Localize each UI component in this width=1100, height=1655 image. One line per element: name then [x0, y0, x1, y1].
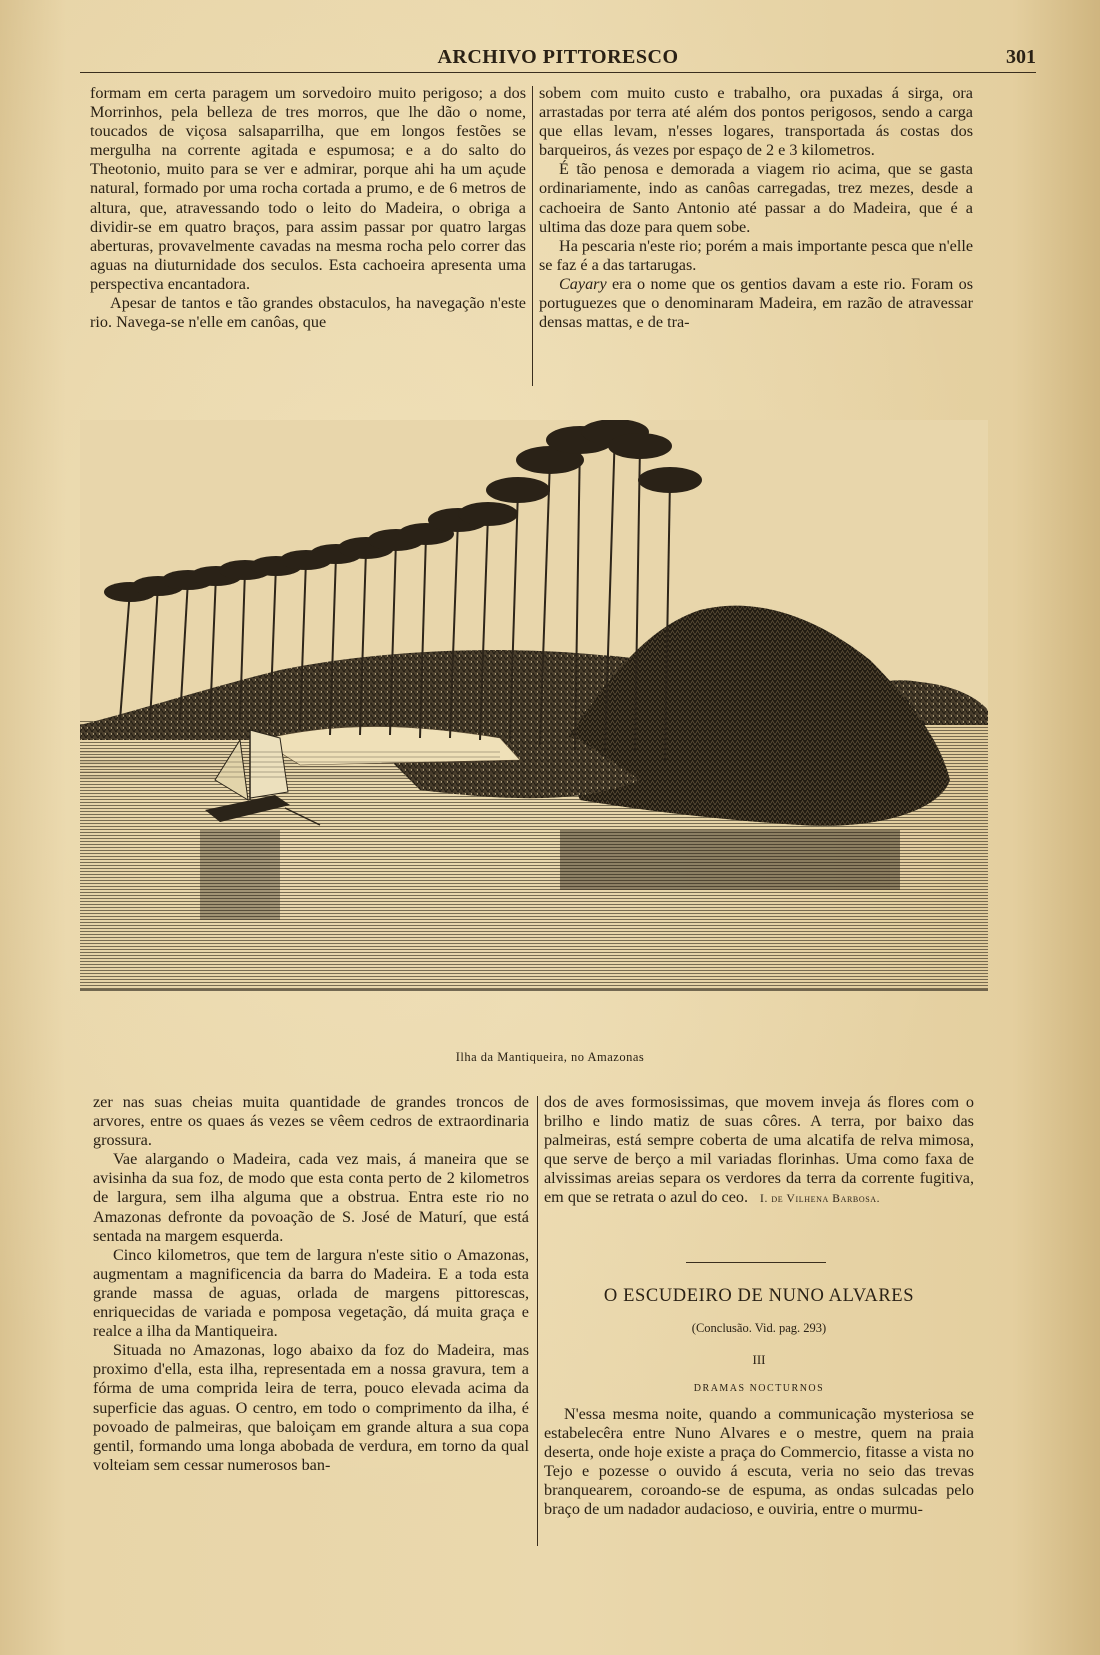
section-divider: [686, 1262, 826, 1263]
running-title: ARCHIVO PITTORESCO: [437, 46, 679, 68]
running-header: [80, 42, 1036, 73]
bottom-right-column: [544, 1093, 974, 1210]
chapter-title: DRAMAS NOCTURNOS: [693, 1383, 825, 1394]
paragraph: N'essa mesma noite, quando a communicação mysteriosa se estabelecêra entre Nuno Alvares e o mestre, quem na praia deserta, onde hoje existe a praça do Commercio, fitasse a vista no Tejo e pozesse o ouvido á escuta, veria no seio das trevas branquearem, coroando-se de espuma, as ondas sulcadas pelo braço de um nadador audacioso, e ouviria, entre o murmu-: [544, 1405, 974, 1519]
article-title: O ESCUDEIRO DE NUNO ALVARES: [603, 1286, 915, 1306]
illustration-caption: Ilha da Mantiqueira, no Amazonas: [455, 1050, 645, 1064]
column-divider: [537, 1096, 538, 1546]
engraving-illustration: [80, 420, 988, 1030]
paragraph: Ha pescaria n'este rio; porém a mais importante pesca que n'elle se faz é a das tartarugas.: [539, 236, 973, 274]
paragraph-text: era o nome que os gentios davam a este rio. Foram os portuguezes que o denominaram Madeira, em razão de atravessar densas mattas, e de tra-: [539, 274, 973, 332]
paragraph: formam em certa paragem um sorvedoiro muito perigoso; a dos Morrinhos, pela belleza de tres morros, que lhe dão o nome, toucados de viçosa salsaparrilha, que em longos festões se mergulha na corrente agitada e espumosa; e a do salto do Theotonio, muito para se ver e admirar, porque ahi ha um açude natural, formado por uma rocha cortada a prumo, e de 6 metros de altura, que, atravessando todo o leito do Madeira, o obriga a dividir-se em quatro braços, para assim passar por quatro largas aberturas, provavelmente cavadas na mesma rocha pelo correr das aguas na diuturnidade dos seculos. Esta cachoeira apresenta uma perspectiva encantadora.: [90, 84, 526, 293]
paragraph: zer nas suas cheias muita quantidade de grandes troncos de arvores, entre os quaes ás vezes se vêem cedros de extraordinaria grossura.: [93, 1093, 529, 1150]
article-column: [544, 1405, 974, 1520]
paragraph: Situada no Amazonas, logo abaixo da foz do Madeira, mas proximo d'ella, esta ilha, representada em a nossa gravura, tem a fórma de uma comprida leira de terra, pouco elevada acima da superficie das aguas. O centro, em todo o comprimento da ilha, é povoado de palmeiras, que baloiçam em grande altura a sua copa gentil, formando uma longa abobada de verdura, em torno da qual volteiam sem cessar numerosos ban-: [93, 1341, 529, 1474]
bottom-left-column: [93, 1093, 529, 1475]
top-left-column: [90, 84, 526, 332]
paragraph: Apesar de tantos e tão grandes obstaculos, ha navegação n'este rio. Navega-se n'elle em canôas, que: [90, 294, 526, 332]
paragraph: sobem com muito custo e trabalho, ora puxadas á sirga, ora arrastadas por terra até além dos pontos perigosos, sendo a carga que ellas levam, n'esses logares, transportada ás costas dos barqueiros, ás vezes por espaço de 2 e 3 kilometros.: [539, 84, 973, 160]
chapter-number: III: [752, 1352, 766, 1367]
paragraph: [539, 275, 973, 332]
paragraph: [544, 1093, 974, 1210]
author-byline: I. de Vilhena Barbosa.: [760, 1193, 881, 1206]
paragraph: É tão penosa e demorada a viagem rio acima, que se gasta ordinariamente, indo as canôas carregadas, trez mezes, desde a cachoeira de Santo Antonio até passar a do Madeira, que é a ultima das doze para quem sobe.: [539, 160, 973, 236]
column-divider: [532, 86, 533, 386]
paragraph-text: dos de aves formosissimas, que movem inveja ás flores com o brilho e lindo matiz de suas côres. A terra, por baixo das palmeiras, está sempre coberta de uma alcatifa de relva mimosa, que serve de berço a mil variadas florinhas. Uma como faxa de alvissimas areias separa os verdores da terra da corrente fugitiva, em que se retrata o azul do ceo.: [544, 1093, 974, 1207]
article-subtitle: (Conclusão. Vid. pag. 293): [691, 1321, 827, 1335]
paragraph: Cinco kilometros, que tem de largura n'este sitio o Amazonas, augmentam a magnificencia da barra do Madeira. E a toda esta grande massa de aguas, orlada de margens pittorescas, enriquecidas de variada e pomposa vegetação, dá muita graça e realce a ilha da Mantiqueira.: [93, 1245, 529, 1341]
page-number: 301: [1006, 46, 1036, 68]
italic-term: Cayary: [559, 274, 607, 293]
top-right-column: [539, 84, 973, 332]
paragraph: Vae alargando o Madeira, cada vez mais, á maneira que se avisinha da sua foz, de modo que esta conta perto de 2 kilometros de largura, sem ilha alguma que a obstrua. Entra este rio no Amazonas defronte da povoação de S. José de Maturí, que está sentada na margem esquerda.: [93, 1150, 529, 1245]
